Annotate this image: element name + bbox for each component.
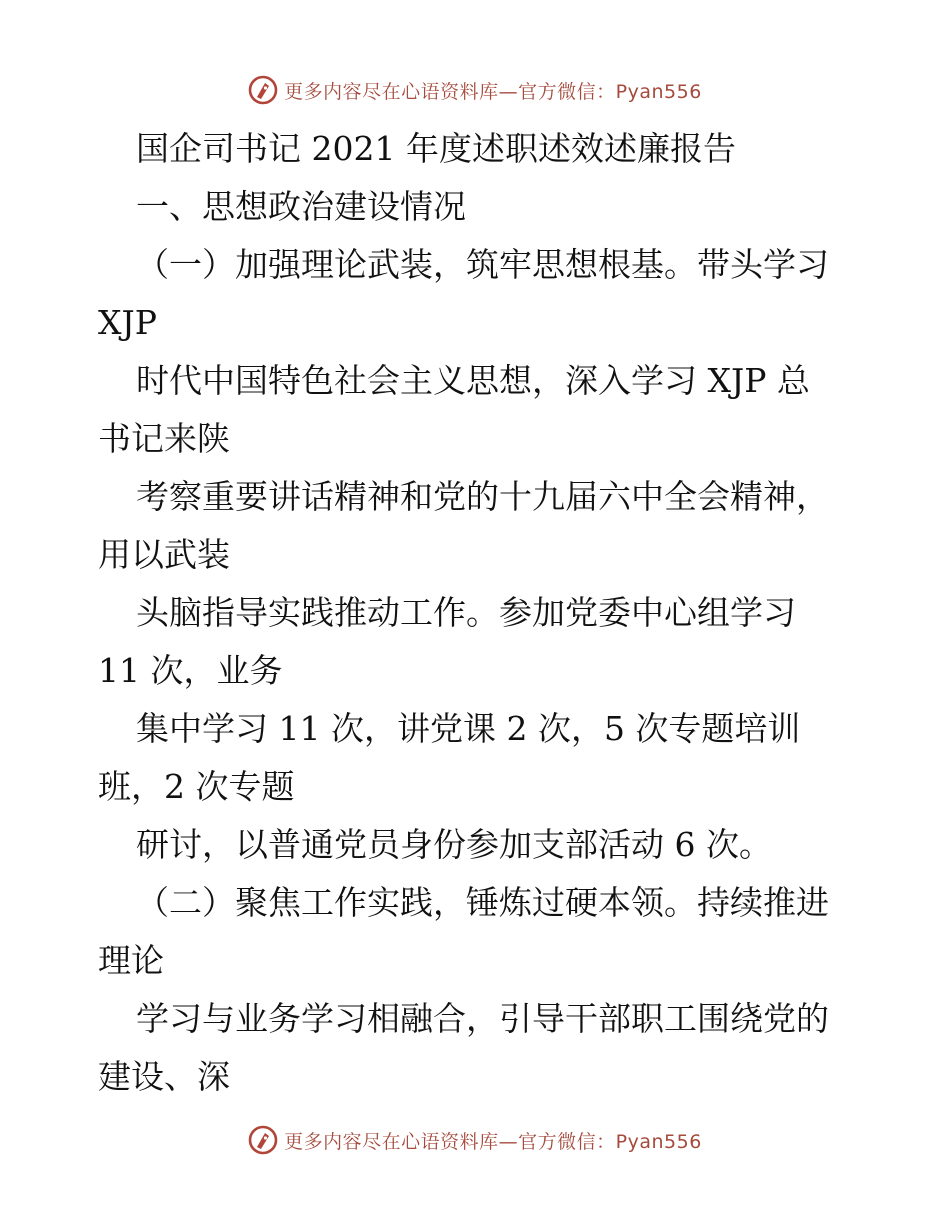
header-banner-text: 更多内容尽在心语资料库—官方微信：Pyan556 — [284, 80, 702, 103]
paragraph-line: 理论 — [98, 941, 164, 980]
paragraph-line: （一）加强理论武装，筑牢思想根基。带头学习 — [136, 245, 829, 284]
paragraph-line: 学习与业务学习相融合，引导干部职工围绕党的 — [136, 999, 829, 1038]
paragraph-line: 时代中国特色社会主义思想，深入学习 XJP 总 — [136, 361, 810, 400]
paragraph-line: 班，2 次专题 — [98, 767, 295, 806]
footer-banner-text: 更多内容尽在心语资料库—官方微信：Pyan556 — [284, 1130, 702, 1153]
paragraph-line: 建设、深 — [98, 1057, 230, 1096]
paragraph-line: 集中学习 11 次，讲党课 2 次，5 次专题培训 — [136, 709, 801, 748]
footer-banner — [0, 1120, 950, 1160]
paragraph-line: 研讨，以普通党员身份参加支部活动 6 次。 — [136, 825, 772, 864]
paragraph-line: 用以武装 — [98, 535, 230, 574]
paragraph-line: 11 次，业务 — [98, 651, 283, 690]
paragraph-line: （二）聚焦工作实践，锤炼过硬本领。持续推进 — [136, 883, 829, 922]
section-heading: 一、思想政治建设情况 — [136, 187, 466, 226]
document-title: 国企司书记 2021 年度述职述效述廉报告 — [136, 129, 736, 168]
header-banner — [0, 70, 950, 110]
paragraph-line: 头脑指导实践推动工作。参加党委中心组学习 — [136, 593, 796, 632]
pen-nib-circle-icon — [248, 1125, 278, 1155]
pen-nib-circle-icon — [248, 75, 278, 105]
document-body — [98, 120, 858, 1106]
paragraph-line: 书记来陕 — [98, 419, 230, 458]
paragraph-line: XJP — [98, 303, 157, 342]
paragraph-line: 考察重要讲话精神和党的十九届六中全会精神， — [136, 477, 829, 516]
